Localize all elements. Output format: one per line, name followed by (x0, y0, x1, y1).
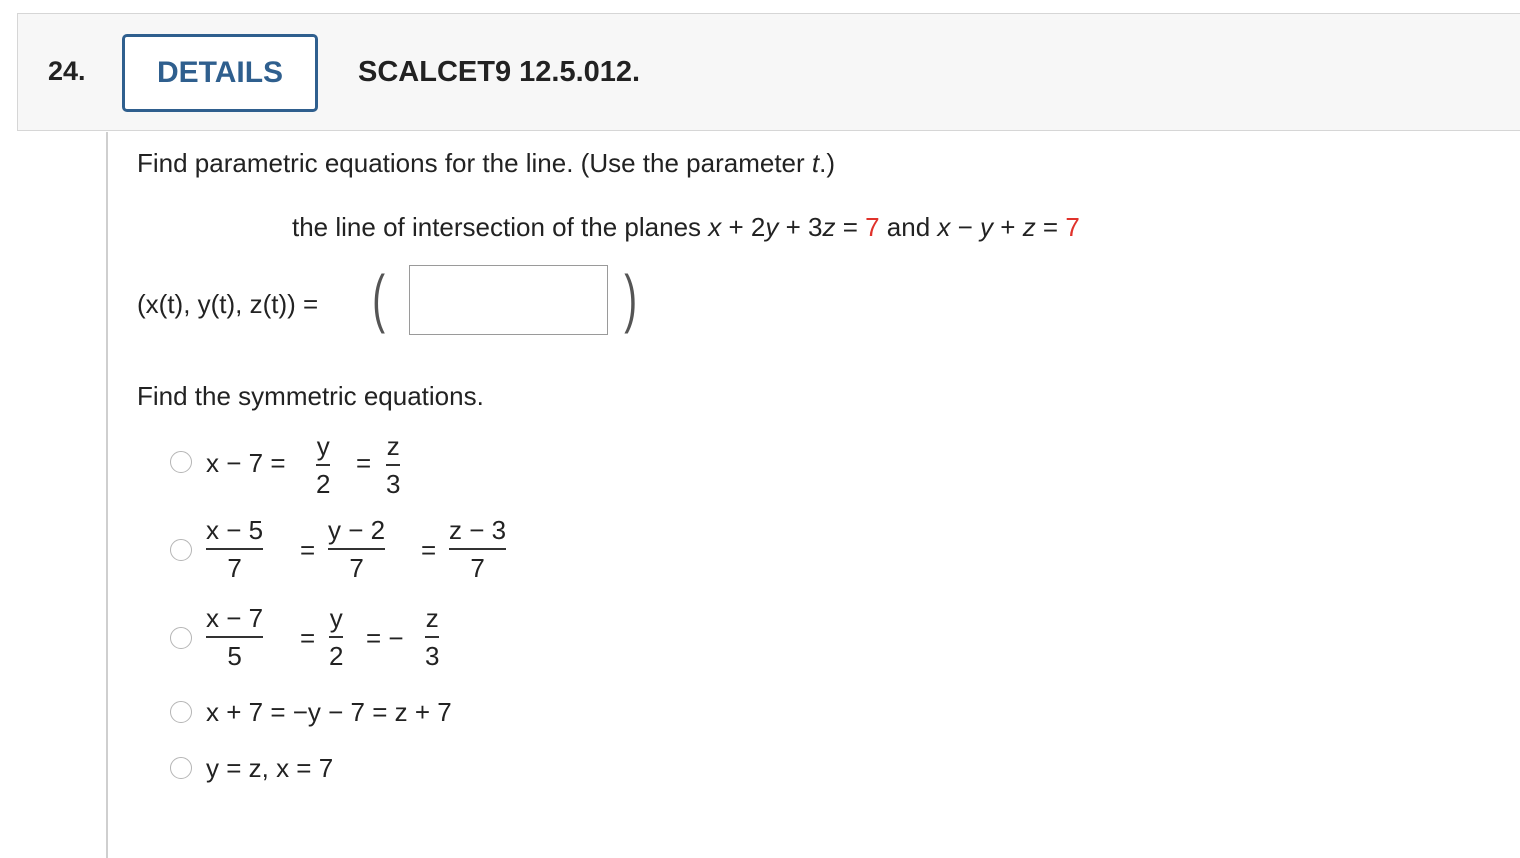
fraction-numerator: z (386, 431, 400, 461)
choice-c-equals-1: = (300, 623, 316, 653)
fraction-numerator: z (425, 603, 439, 633)
right-paren: ) (624, 262, 638, 334)
choice-e-radio[interactable] (170, 757, 192, 779)
content-left-border (106, 132, 108, 858)
var-z: z (822, 212, 836, 242)
fraction-denominator: 5 (227, 641, 242, 671)
fraction-numerator: y (316, 431, 330, 461)
fraction-bar (316, 464, 330, 466)
fraction-bar (206, 548, 263, 550)
statement-op: + 3 (778, 212, 823, 242)
choice-c-fraction-3 (425, 602, 439, 672)
fraction-denominator: 3 (386, 469, 401, 499)
fraction-denominator: 3 (425, 641, 440, 671)
choice-a-fraction-2 (386, 430, 400, 500)
question-number: 24. (48, 56, 86, 86)
fraction-numerator: x − 7 (206, 603, 264, 633)
fraction-bar (425, 636, 439, 638)
statement-op: + 2 (721, 212, 766, 242)
choice-b-radio[interactable] (170, 539, 192, 561)
given-value-1: 7 (865, 212, 880, 242)
choice-c-radio[interactable] (170, 627, 192, 649)
fraction-numerator: x − 5 (206, 515, 264, 545)
parametric-answer-input[interactable] (409, 265, 608, 335)
choice-c-fraction-2 (329, 602, 343, 672)
symmetric-heading: Find the symmetric equations. (137, 381, 484, 411)
choice-c-fraction-1 (206, 602, 263, 672)
fraction-bar (206, 636, 263, 638)
fraction-numerator: y (329, 603, 343, 633)
choice-b-fraction-3 (449, 514, 506, 584)
statement-op: − (950, 212, 981, 242)
var-z: z (1022, 212, 1036, 242)
fraction-denominator: 7 (349, 553, 364, 583)
choice-a-lhs: x − 7 = (206, 448, 286, 478)
fraction-denominator: 2 (316, 469, 331, 499)
statement-op: = (1035, 212, 1066, 242)
intro-text: Find parametric equations for the line. (Use the parameter (137, 148, 812, 178)
choice-b-fraction-2 (328, 514, 385, 584)
fraction-bar (328, 548, 385, 550)
choice-c-equals-neg: = − (366, 623, 404, 653)
choice-a-equals: = (356, 448, 372, 478)
fraction-bar (329, 636, 343, 638)
fraction-denominator: 7 (470, 553, 485, 583)
fraction-denominator: 2 (329, 641, 344, 671)
question-intro (137, 148, 835, 179)
statement-op: = (835, 212, 866, 242)
fraction-bar (386, 464, 400, 466)
var-y: y (980, 212, 994, 242)
var-x: x (708, 212, 722, 242)
choice-a-radio[interactable] (170, 451, 192, 473)
fraction-denominator: 7 (227, 553, 242, 583)
intro-end: .) (819, 148, 836, 178)
details-button[interactable]: DETAILS (122, 34, 318, 112)
choice-d-radio[interactable] (170, 701, 192, 723)
parametric-lhs: (x(t), y(t), z(t)) = (137, 289, 319, 319)
choice-e-text: y = z, x = 7 (206, 753, 334, 783)
question-code: SCALCET9 12.5.012. (358, 56, 641, 88)
given-value-2: 7 (1065, 212, 1080, 242)
choice-b-fraction-1 (206, 514, 263, 584)
var-x: x (937, 212, 951, 242)
fraction-numerator: y − 2 (328, 515, 386, 545)
choice-a-fraction-1 (316, 430, 330, 500)
intro-param: t (811, 148, 820, 178)
choice-b-equals-2: = (421, 535, 437, 565)
fraction-bar (449, 548, 506, 550)
var-y: y (765, 212, 779, 242)
problem-statement (292, 212, 1080, 243)
fraction-numerator: z − 3 (449, 515, 507, 545)
statement-op: + (993, 212, 1023, 242)
choice-d-text: x + 7 = −y − 7 = z + 7 (206, 697, 452, 727)
statement-text: the line of intersection of the planes (292, 212, 709, 242)
choice-b-equals-1: = (300, 535, 316, 565)
left-paren: ( (372, 262, 386, 334)
statement-text: and (879, 212, 938, 242)
